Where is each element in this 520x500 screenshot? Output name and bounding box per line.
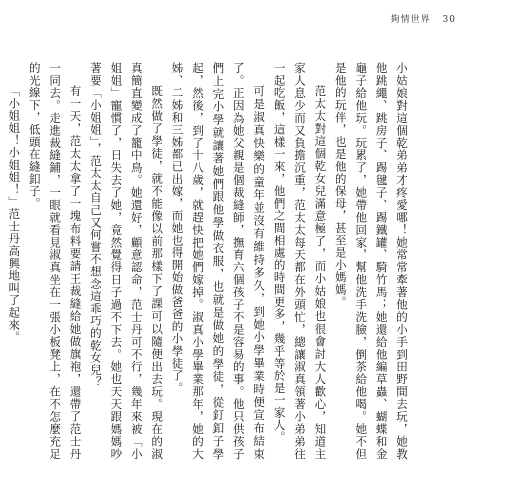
page-number: 30	[442, 15, 456, 25]
paragraph-6: 「小姐姐！小姐姐！」范士丹高興地叫了起來。	[7, 85, 22, 344]
paragraph-1: 小姑娘對這個乾弟弟才疼愛哪！她常常牽著他的小手到田野間去玩，她教他跳繩、跳房子、踢毽子、踢鐵罐、騎竹馬；她還給他編草蟲、蝴蝶和金龜子給他玩。玩累了，她帶他回家，幫他洗手洗臉，倒茶給他喝。她不但是他的玩伴，也是他的保母，甚至是小媽媽。	[333, 62, 409, 460]
running-header	[391, 12, 456, 25]
header-title: 夠情世界	[390, 15, 431, 25]
paragraph-4: 既然做了學徒，就不能像以前那樣下了課可以隨便出去玩。現在的淑真簡直變成了籠中鳥。她還好，顧意認命，范士丹可不行，幾年來被「小姐姐」寵慣了，日失去了她，竟然覺得日子過不下去。她也天天跟媽媽吵著要「小姐姐」，范太太自己又何嘗不想念這乖巧的乾女兒？	[88, 62, 165, 460]
paragraph-5: 有一天，范太太拿了一塊布料要請王裁縫給她做旗袍，還帶了范士丹一同去。走進裁縫鋪，一眼就看見淑真坐在一張小板凳上，在不怎麼充足的光線下，低頭在縫釦子。	[27, 62, 83, 460]
paragraph-2: 范太太對這個乾女兒滿意極了，而小姑娘也很會討大人歡心，知道主家人息少而又負擔沉重，范太太每天都在外頭忙，總讓淑真領著小弟弟往一起吃飯，這樣一來，他們之間相處的時間更多，幾乎等於是一家人。	[272, 62, 328, 460]
paragraph-3: 可是淑真快樂的童年並沒有維持多久，到她小學畢業時便宣布結束了。正因為她父親是個裁縫師，撫育六個孩子不是容易的事。他只供孩子們上完小學就讓著她們跟他學做衣服，也就是做她的學徒，從釘釦子學起，然後，到了十八歲，就趕快把她們嫁掉。淑真小學畢業那年，她的大姊、二姊和三姊都已出嫁，而她也得開始做爸爸的小學徒了。	[170, 62, 267, 460]
vertical-text-body	[7, 62, 412, 460]
